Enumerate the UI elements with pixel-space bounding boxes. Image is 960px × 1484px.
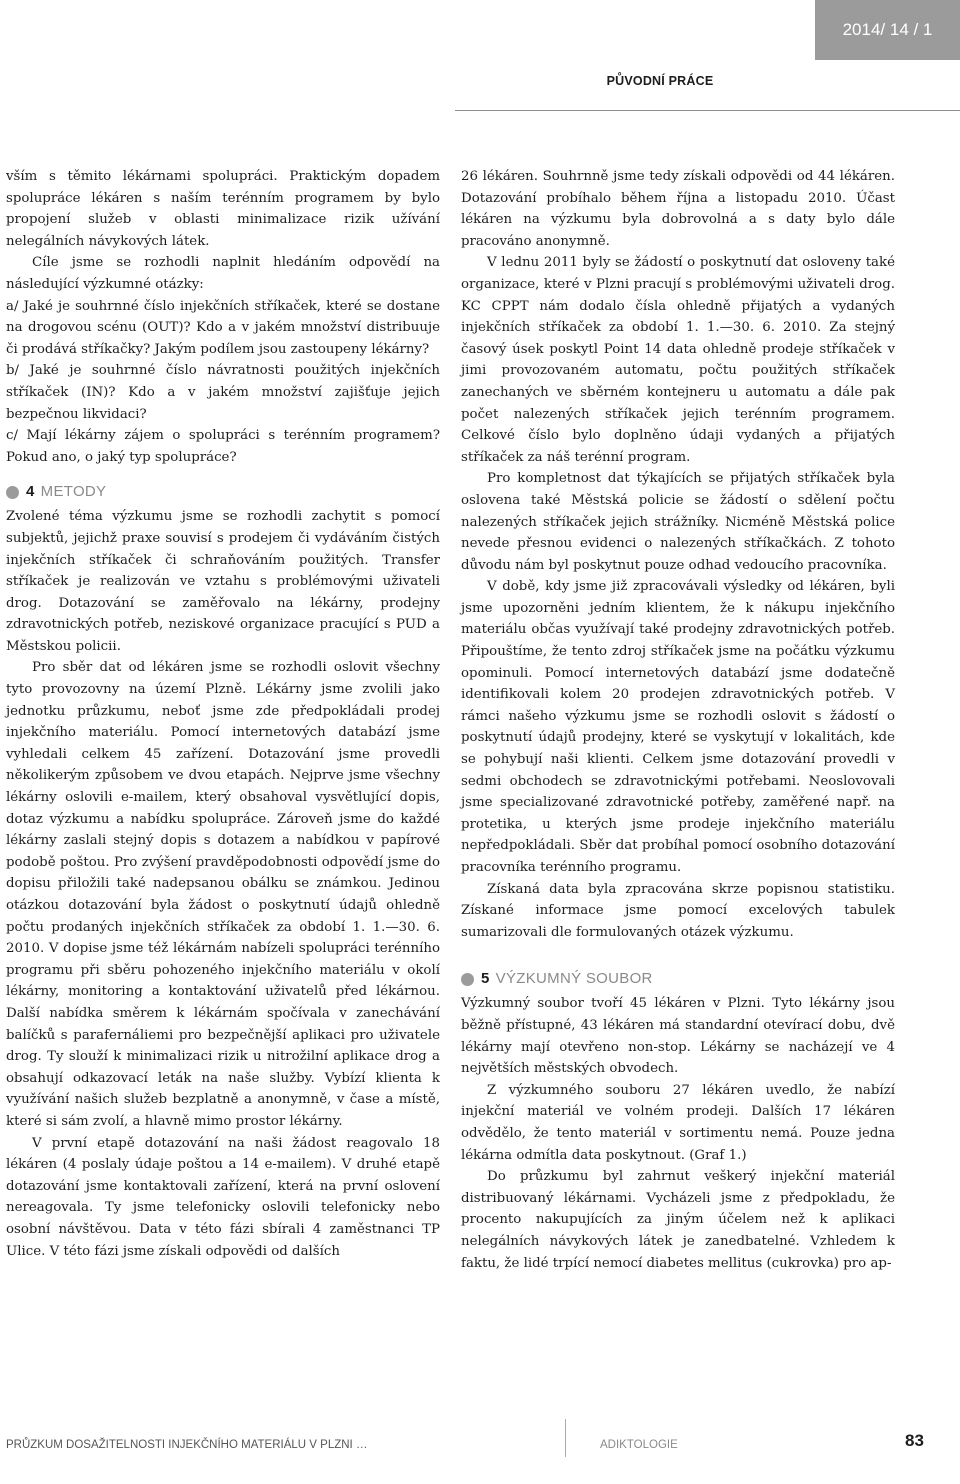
section-label: PŮVODNÍ PRÁCE <box>606 74 714 88</box>
paragraph: V době, kdy jsme již zpracovávali výsledky od lékáren, byli jsme upozorněni jedním klientem, že k nákupu injekčního materiálu občas využívají také prodejny zdravotnických potřeb. Připouštíme, že tento zdroj stříkaček jsme na počátku výzkumu opominuli. Pomocí internetových databází jsme dodatečně identifikovali kolem 20 prodejen zdravotnických potřeb. V rámci našeho výzkumu jsme se rozhodli oslovit s žádostí o poskytnutí údajů prodejny, které se vyskytují v lokalitách, kde se pohybují naši klienti. Celkem jsme dotazování provedli v sedmi obchodech se zdravotnickými potřebami. Neoslovovali jsme specializované zdravotnické potřeby, zaměřené např. na protetika, u kterých jsme prodeje injekčního materiálu nepředpokládali. Sběr dat probíhal pomocí osobního dotazování pracovníka terénního programu. <box>461 579 895 875</box>
paragraph: 26 lékáren. Souhrnně jsme tedy získali odpovědi od 44 lékáren. Dotazování probíhalo během října a listopadu 2010. Účast lékáren na výzkumu byla dobrovolná a s daty bylo dále pracováno anonymně. <box>461 169 895 249</box>
page-number: 83 <box>905 1431 924 1450</box>
footer-divider <box>565 1419 566 1457</box>
right-column <box>461 166 895 1274</box>
footer-article-title: PRŮZKUM DOSAŽITELNOSTI INJEKČNÍHO MATERIÁLU V PLZNI … <box>6 1439 368 1451</box>
paragraph: Cíle jsme se rozhodli naplnit hledáním odpovědí na následující výzkumné otázky: <box>6 255 440 292</box>
issue-number: 2014/ 14 / 1 <box>815 0 960 60</box>
paragraph: Získaná data byla zpracována skrze popisnou statistiku. Získané informace jsme pomocí excelových tabulek sumarizovali dle formulovaných otázek výzkumu. <box>461 881 895 940</box>
section-title: VÝZKUMNÝ SOUBOR <box>495 970 653 988</box>
section-number: 5 <box>481 970 490 988</box>
footer-journal-name: ADIKTOLOGIE <box>600 1439 678 1451</box>
section-number: 4 <box>26 483 35 501</box>
paragraph: Zvolené téma výzkumu jsme se rozhodli zachytit s pomocí subjektů, jejichž praxe souvisí s prodejem či vydáváním čistých injekčních stříkaček či schraňováním použitých. Transfer stříkaček je realizován ve vztahu s problémovými uživateli drog. Dotazování se zaměřovalo na lékárny, prodejny zdravotnických potřeb, neziskové organizace pracující s PUD a Městskou policii. <box>6 509 440 654</box>
paragraph: Z výzkumného souboru 27 lékáren uvedlo, že nabízí injekční materiál ve volném prodeji. Dalších 17 lékáren odvědělo, že tento materiál v sortimentu nemá. Pouze jedna lékárna odmítla data poskytnout. (Graf 1.) <box>461 1082 895 1163</box>
research-question-b: b/ Jaké je souhrnné číslo návratnosti použitých injekčních stříkaček (IN)? Kdo a v jakém množství zajišťuje jejich bezpečnou likvidaci? <box>6 363 440 422</box>
research-question-c: c/ Mají lékárny zájem o spolupráci s terénním programem? Pokud ano, o jaký typ spolupráce? <box>6 428 440 465</box>
paragraph: Výzkumný soubor tvoří 45 lékáren v Plzni. Tyto lékárny jsou běžně přístupné, 43 lékáren má standardní otevírací dobu, dvě lékárny mají otevřeno non-stop. Lékárny se nacházejí ve 4 největších městských obvodech. <box>461 996 895 1077</box>
paragraph: Do průzkumu byl zahrnut veškerý injekční materiál distribuovaný lékárnami. Vycházeli jsme z předpokladu, že procento nakupujících za jiným účelem než k aplikaci nelegálních návykových látek je zanedbatelné. Vzhledem k faktu, že lidé trpící nemocí diabetes mellitus (cukrovka) pro ap- <box>461 1169 895 1271</box>
paragraph: vším s těmito lékárnami spolupráci. Praktickým dopadem spolupráce lékáren s naším terénním programem by bylo propojení služeb v oblasti minimalizace rizik užívání nelegálních návykových látek. <box>6 169 440 249</box>
header-divider <box>455 110 960 111</box>
left-column <box>6 166 440 1262</box>
bullet-icon <box>6 486 19 499</box>
paragraph: V lednu 2011 byly se žádostí o poskytnutí dat osloveny také organizace, které v Plzni pracují s problémovými uživateli drog. KC CPPT nám dodalo čísla ohledně přijatých a vydaných injekčních stříkaček za období 1. 1.—30. 6. 2010. Za stejný časový úsek poskytl Point 14 data ohledně prodeje stříkaček v jimi provozovaném automatu, počtu použitých stříkaček zanechaných ve sběrném kontejneru u automatu a dále pak počet nalezených stříkaček jejich terénním programem. Celkové číslo bylo doplněno údaji vydaných a přijatých stříkaček za náš terénní program. <box>461 255 895 465</box>
bullet-icon <box>461 973 474 986</box>
paragraph: Pro sběr dat od lékáren jsme se rozhodli oslovit všechny tyto provozovny na území Plzně. Lékárny jsme zvolili jako jednotku průzkumu, neboť jsme zde předpokládali prodej injekčního materiálu. Pomocí internetových databází jsme vyhledali celkem 45 zařízení. Dotazování jsme provedli několikerým způsobem ve dvou etapách. Nejprve jsme všechny lékárny oslovili e-mailem, který obsahoval vysvětlující dopis, dotaz výzkumu a nabídku spolupráce. Zároveň jsme do každé lékárny zaslali stejný dopis s dotazem a nabídkou v papírové podobě poštou. Pro zvýšení pravděpodobnosti odpovědí jsme do dopisu přiložili také nadepsanou obálku se známkou. Jedinou otázkou dotazování byla žádost o poskytnutí údajů ohledně počtu prodaných injekčních stříkaček za období 1. 1.—30. 6. 2010. V dopise jsme též lékárnám nabízeli spolupráci terénního programu při sběru pohozeného injekčního materiálu v okolí lékárny, monitoring a kontaktování uživatelů před lékárnou. Další nabídka směrem k lékárnám spočívala v zanechávání balíčků s parafernáliemi pro bezpečnější aplikaci pro uživatele drog. Ty slouží k minimalizaci rizik u nitrožilní aplikace drog a obsahují odkazovací leták na naše služby. Vybízí klienta k využívání našich služeb bezplatně a anonymně, v čase a místě, které si sám zvolí, a hlavně mimo prostor lékárny. <box>6 660 440 1129</box>
research-question-a: a/ Jaké je souhrnné číslo injekčních stříkaček, které se dostane na drogovou scénu (OUT)? Kdo a v jakém množství distribuuje či prodává stříkačky? Jakým podílem jsou zastoupeny lékárny? <box>6 298 440 357</box>
section-heading-methods <box>6 482 440 502</box>
section-title: METODY <box>40 483 107 501</box>
section-heading-sample <box>461 969 895 989</box>
paragraph: V první etapě dotazování na naši žádost reagovalo 18 lékáren (4 poslaly údaje poštou a 14 e-mailem). V druhé etapě dotazování jsme kontaktovali zařízení, která na první oslovení nereagovala. Ty jsme telefonicky oslovili telefonicky nebo osobní návštěvou. Data v této fázi sbírali 4 zaměstnanci TP Ulice. V této fázi jsme získali odpovědi od dalších <box>6 1135 440 1259</box>
paragraph: Pro kompletnost dat týkajících se přijatých stříkaček byla oslovena také Městská policie se žádostí o sdělení počtu nalezených stříkaček jejich strážníky. Nicméně Městská police nevede přesnou evidenci o nalezených stříkačkách. Z tohoto důvodu nám byl poskytnut pouze odhad vedoucího pracovníka. <box>461 471 895 573</box>
